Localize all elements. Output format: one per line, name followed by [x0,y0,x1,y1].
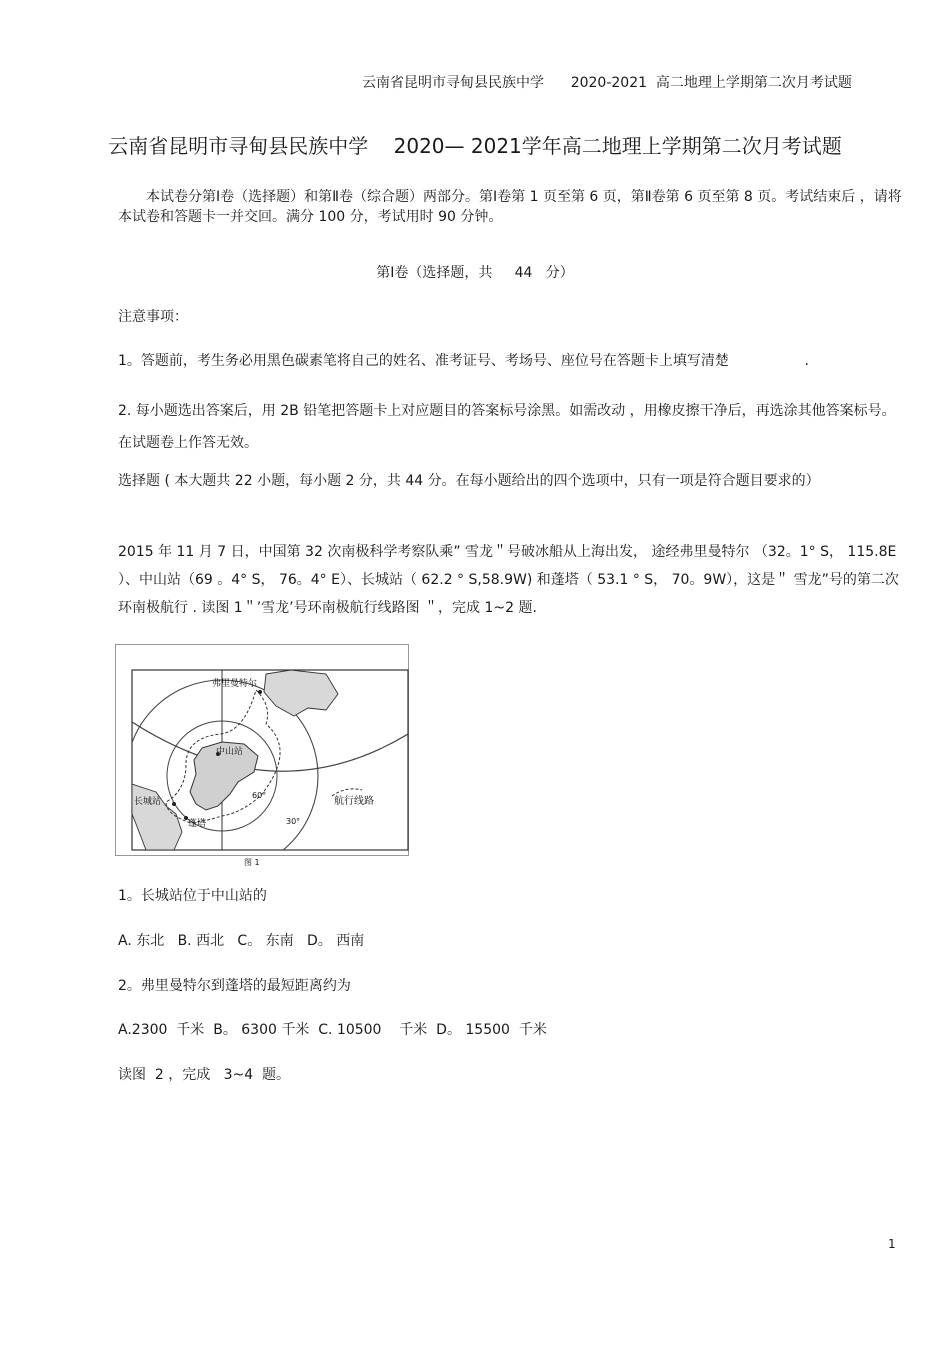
fremantle-marker [258,690,262,694]
question-1: 1。长城站位于中山站的 [118,888,267,904]
label-lat30: 30° [286,817,301,826]
figure-caption: 图 1 [244,858,260,867]
changcheng-station-marker [172,802,176,806]
label-fremantle: 弗里曼特尔 [212,679,258,689]
read-figure-2-instruction: 读图 2 ，完成 3~4 题。 [118,1067,291,1083]
figure-1-map [115,644,409,867]
section-title: 第Ⅰ卷（选择题，共 44 分） [376,265,574,281]
question-1-options: A. 东北 B. 西北 C。 东南 D。 西南 [118,933,365,949]
question-2-options: A.2300 千米 B。 6300 千米 C. 10500 千米 D。 15500 千米 [118,1022,547,1038]
page-header: 云南省昆明市寻甸县民族中学 2020-2021 高二地理上学期第二次月考试题 [362,75,852,91]
label-lat60: 60° [252,791,267,800]
intro-paragraph: 本试卷分第Ⅰ卷（选择题）和第Ⅱ卷（综合题）两部分。第Ⅰ卷第 1 页至第 6 页，第Ⅱ卷第 6 页至第 8 页。考试结束后 ，请将本试卷和答题卡一并交回。满分 100 分，考试用时 90 分钟。 [118,189,902,225]
antarctic-route-map [126,664,418,874]
note-1: 1。答题前，考生务必用黑色碳素笔将自己的姓名、准考证号、考场号、座位号在答题卡上填写清楚 . [118,353,810,369]
label-changcheng: 长城站 [134,797,162,807]
document-title: 云南省昆明市寻甸县民族中学 2020— 2021学年高二地理上学期第二次月考试题 [108,134,842,158]
page-number: 1 [888,1237,896,1251]
label-zhongshan: 中山站 [216,747,244,757]
selection-heading: 选择题 ( 本大题共 22 小题，每小题 2 分，共 44 分。在每小题给出的四个选项中，只有一项是符合题目要求的） [118,473,820,489]
note-2: 2. 每小题选出答案后，用 2B 铅笔把答题卡上对应题目的答案标号涂黑。如需改动 ，用橡皮擦干净后，再选涂其他答案标号。在试题卷上作答无效。 [118,403,896,451]
question-2: 2。弗里曼特尔到蓬塔的最短距离约为 [118,978,351,994]
label-punta: 蓬塔 [188,819,207,829]
legend-label: 航行线路 [334,796,375,807]
scenario-paragraph: 2015 年 11 月 7 日，中国第 32 次南极科学考察队乘” 雪龙＂号破冰船从上海出发， 途经弗里曼特尔 （32。1° S， 115.8E ）、中山站（69 。4° S， 76。4° E）、长城站（ 62.2 ° S,58.9W) 和蓬塔（ 53.1 ° S， 70。9W），这是＂ 雪龙”号的第二次环南极航行 . 读图 1＂’雪龙’号环南极航行线路图 ＂，完成 1~2 题. [118,544,899,616]
notes-heading: 注意事项： [118,309,188,325]
